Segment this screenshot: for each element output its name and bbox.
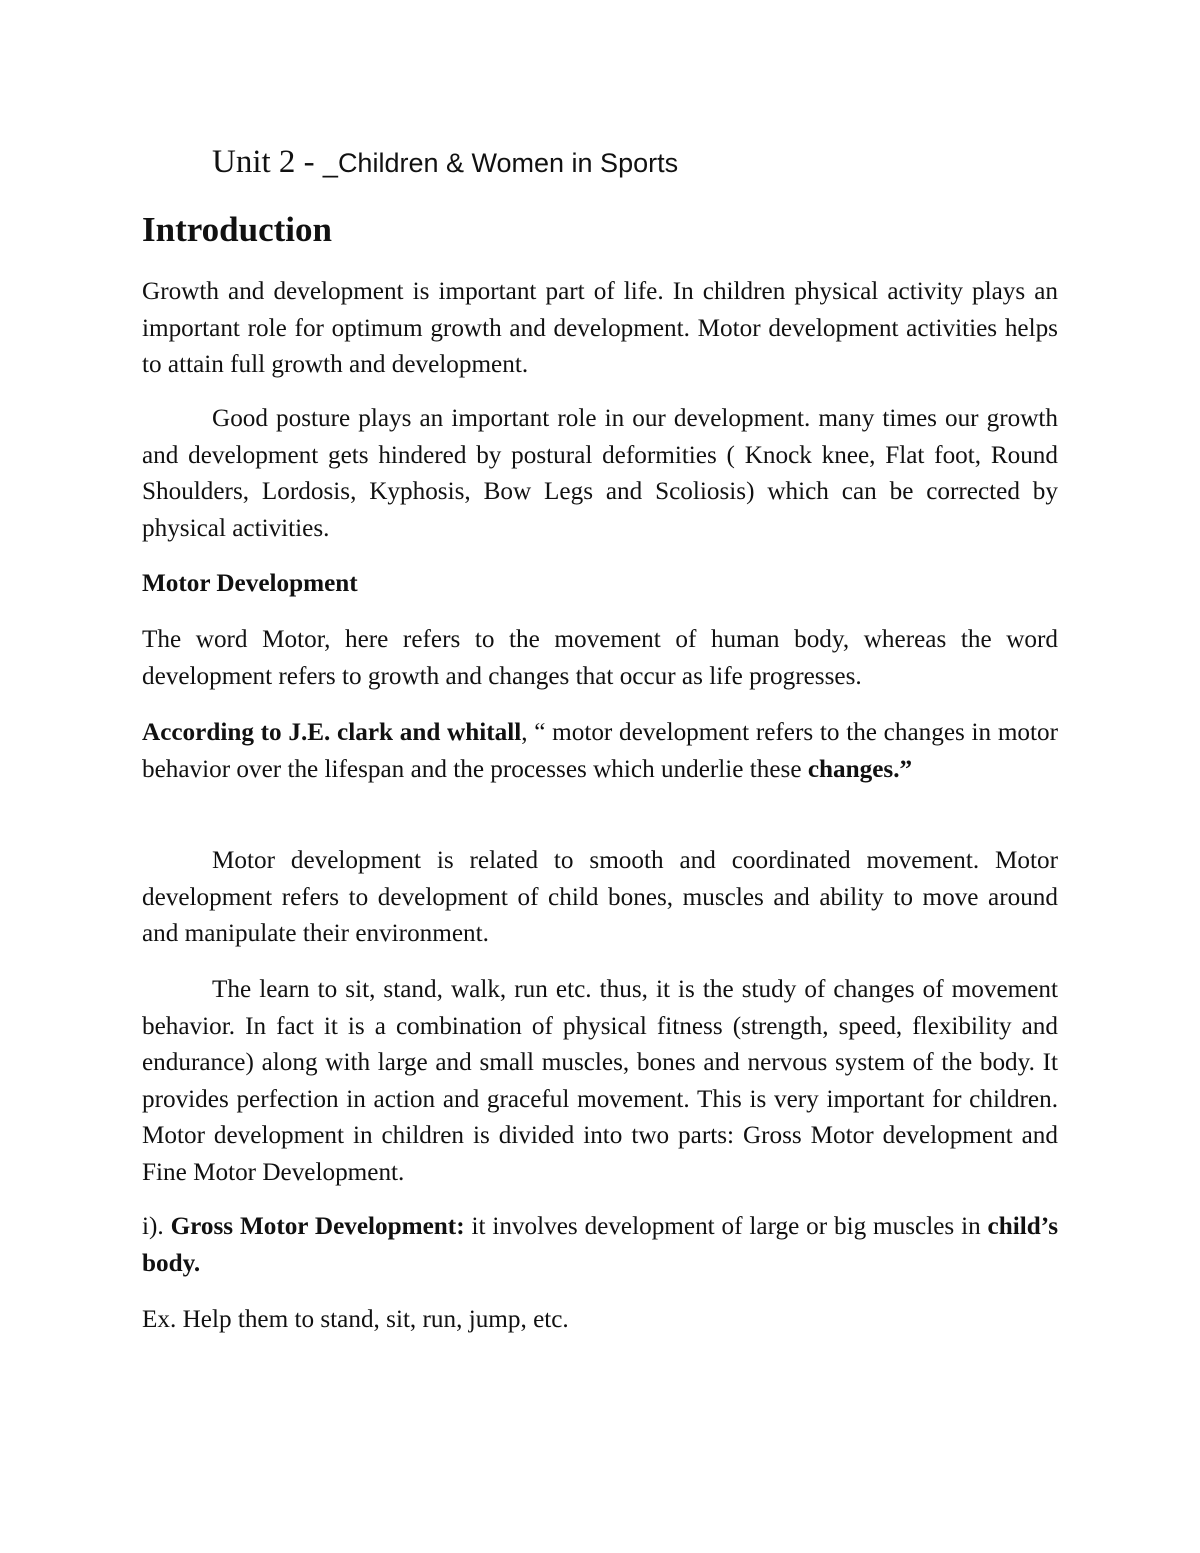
gross-end: child’s body. <box>142 1213 1058 1277</box>
paragraph-growth: Growth and development is important part of life. In children physical activity plays an important role for optimum growth and development. Motor development activities helps to attain full growth and development. <box>142 278 1058 379</box>
unit-title <box>212 140 678 185</box>
definition-source: According to J.E. clark and whitall <box>142 719 522 746</box>
introduction-heading: Introduction <box>142 210 332 249</box>
motor-development-heading: Motor Development <box>142 570 358 597</box>
unit-title-name: _Children & Women in Sports <box>322 148 679 178</box>
paragraph-example: Ex. Help them to stand, sit, run, jump, etc. <box>142 1306 569 1333</box>
paragraph-posture: Good posture plays an important role in our development. many times our growth and development gets hindered by postural deformities ( Knock knee, Flat foot, Round Shoulders, Lordosis, Kyphosis, Bow Legs and Scoliosis) which can be corrected by physical activities. <box>142 405 1058 542</box>
paragraph-definition <box>142 715 1058 788</box>
paragraph-word-motor: The word Motor, here refers to the movement of human body, whereas the word development refers to growth and changes that occur as life progresses. <box>142 626 1058 690</box>
gross-text: it involves development of large or big muscles in <box>464 1213 988 1240</box>
paragraph-gross-motor <box>142 1209 1058 1282</box>
paragraph-related: Motor development is related to smooth and coordinated movement. Motor development refers to development of child bones, muscles and ability to move around and manipulate their environment. <box>142 847 1058 948</box>
gross-prefix: i). <box>142 1213 171 1240</box>
definition-end: changes.” <box>807 755 913 783</box>
unit-title-number: Unit 2 - <box>212 144 315 180</box>
paragraph-learn: The learn to sit, stand, walk, run etc. thus, it is the study of changes of movement behavior. In fact it is a combination of physical fitness (strength, speed, flexibility and endurance) along with large and small muscles, bones and nervous system of the body. It provides perfection in action and graceful movement. This is very important for children. Motor development in children is divided into two parts: Gross Motor development and Fine Motor Development. <box>142 976 1058 1186</box>
definition-text: , “ motor development refers to the changes in motor behavior over the lifespan and the processes which underlie these <box>142 719 1058 783</box>
gross-term: Gross Motor Development: <box>170 1213 465 1240</box>
